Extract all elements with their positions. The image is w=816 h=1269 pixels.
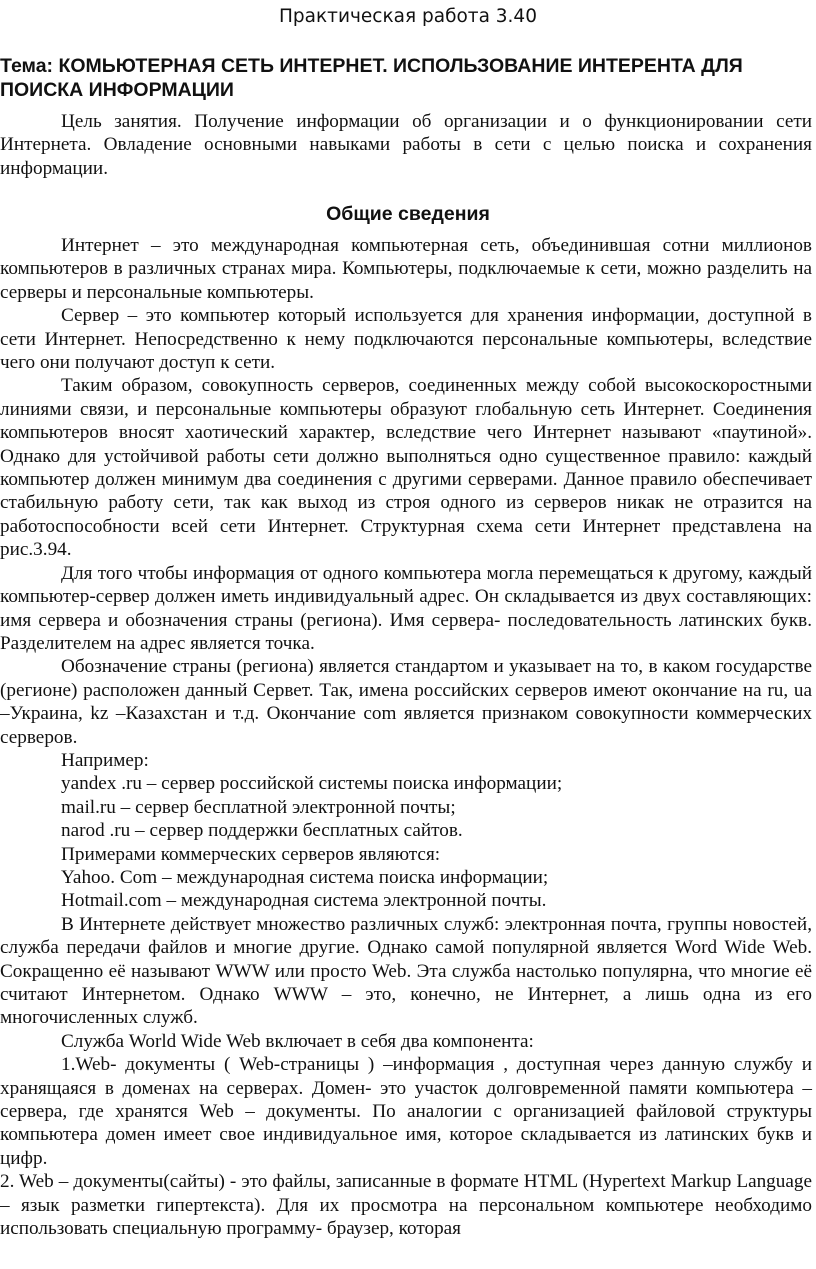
main-text — [0, 234, 812, 1240]
paragraph: Примерами коммерческих серверов являются: — [61, 843, 441, 865]
paragraph: Обозначение страны (региона) является стандартом и указывает на то, в каком государстве (регионе) расположен данный Сервет. Так, имена российских серверов имеют окончание на ru, ua –Украина, kz –Казахстан и т.д. Окончание com является признаком совокупности коммерческих серверов. — [0, 656, 812, 748]
topic-heading — [0, 54, 790, 102]
goal-block — [0, 110, 812, 180]
paragraph: В Интернете действует множество различных служб: электронная почта, группы новостей, служба передачи файлов и многие другие. Однако самой популярной является Word Wide Web. Сокращенно её называют WWW или просто Web. Эта служба настолько популярна, что многие её считают Интернетом. Однако WWW – это, конечно, не Интернет, а лишь одна из его многочисленных служб. — [0, 913, 812, 1029]
paragraph: Служба World Wide Web включает в себя два компонента: — [61, 1030, 534, 1052]
work-title: Практическая работа 3.40 — [279, 6, 537, 27]
topic-label: Тема: — [0, 55, 54, 77]
paragraph: yandex .ru – сервер российской системы поиска информации; — [61, 773, 563, 795]
goal-paragraph: Цель занятия. Получение информации об организации и о функционировании сети Интернета. Овладение основными навыками работы в сети с целью поиска и сохранения информации. — [0, 111, 812, 179]
paragraph-last: 2. Web – документы(сайты) - это файлы, записанные в формате HTML (Hypertext Markup Language – язык разметки гипертекста). Для их просмотра на персональном компьютере необходимо использовать специальную программу- браузер, которая — [0, 1171, 812, 1240]
section-title: Общие сведения — [326, 203, 490, 225]
paragraph: Интернет – это международная компьютерная сеть, объединившая сотни миллионов компьютеров в различных странах мира. Компьютеры, подключаемые к сети, можно разделить на серверы и персональные компьютеры. — [0, 235, 812, 303]
paragraph: Hotmail.com – международная система электронной почты. — [61, 890, 547, 912]
paragraph: Например: — [61, 749, 149, 771]
paragraph: Для того чтобы информация от одного компьютера могла перемещаться к другому, каждый компьютер-сервер должен иметь индивидуальный адрес. Он складывается из двух составляющих: имя сервера и обозначения страны (региона). Имя сервера- последовательность латинских букв. Разделителем на адрес является точка. — [0, 562, 812, 654]
paragraph: narod .ru – сервер поддержки бесплатных сайтов. — [61, 820, 463, 842]
paragraph: Таким образом, совокупность серверов, соединенных между собой высокоскоростными линиями связи, и персональные компьютеры образуют глобальную сеть Интернет. Соединения компьютеров вносят хаотический характер, вследствие чего Интернет называют «паутиной». Однако для устойчивой работы сети должно выполняться одно существенное правило: каждый компьютер должен минимум два соединения с другими серверами. Данное правило обеспечивает стабильную работу сети, так как выход из строя одного из серверов никак не отразится на работоспособности всей сети Интернет. Структурная схема сети Интернет представлена на рис.3.94. — [0, 375, 812, 561]
paragraph: 1.Web- документы ( Web-страницы ) –информация , доступная через данную службу и хранящаяся в доменах на серверах. Домен- это участок долговременной памяти компьютера – сервера, где хранятся Web – документы. По аналогии с организацией файловой структуры компьютера домен имеет свое индивидуальное имя, которое складывается из латинских букв и цифр. — [0, 1054, 812, 1169]
topic-text: КОМЬЮТЕРНАЯ СЕТЬ ИНТЕРНЕТ. ИСПОЛЬЗОВАНИЕ ИНТЕРЕНТА ДЛЯ ПОИСКА ИНФОРМАЦИИ — [0, 55, 743, 101]
paragraph: Yahoo. Com – международная система поиска информации; — [61, 866, 549, 888]
paragraph: Сервер – это компьютер который используется для хранения информации, доступной в сети Интернет. Непосредственно к нему подключаются персональные компьютеры, вследствие чего они получают доступ к сети. — [0, 305, 812, 374]
paragraph: mail.ru – сервер бесплатной электронной почты; — [61, 796, 456, 818]
